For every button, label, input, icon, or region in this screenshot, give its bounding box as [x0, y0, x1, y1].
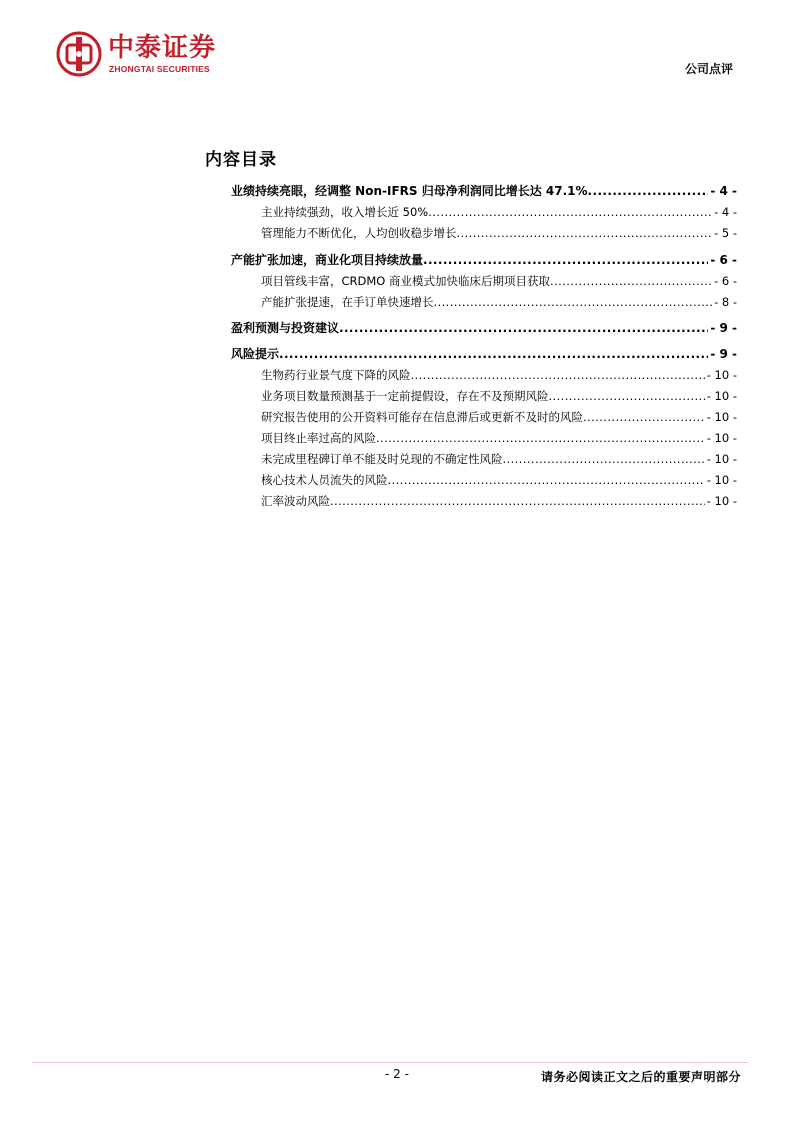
toc-entry-page: - 10 - [706, 452, 737, 466]
toc-entry-section[interactable] [231, 182, 737, 200]
toc-entry-title: 业绩持续亮眼，经调整 Non-IFRS 归母净利润同比增长达 47.1% [231, 184, 588, 198]
toc-entry-page: - 6 - [714, 274, 737, 288]
footer-disclaimer: 请务必阅读正文之后的重要声明部分 [540, 1070, 741, 1084]
toc-entry-page: - 8 - [714, 295, 737, 309]
toc-leader-dots [583, 408, 705, 426]
toc-entry-subsection[interactable] [261, 387, 737, 405]
toc-entry-title: 风险提示 [231, 347, 280, 361]
toc-entry-subsection[interactable] [261, 408, 737, 426]
page-number: - 2 - [385, 1067, 409, 1081]
toc-entry-section[interactable] [231, 251, 737, 269]
toc-leader-dots [411, 366, 705, 384]
document-type-label: 公司点评 [684, 62, 733, 76]
toc-entry-title: 产能扩张加速，商业化项目持续放量 [231, 253, 424, 267]
toc-leader-dots [550, 272, 712, 290]
toc-entry-page: - 10 - [706, 368, 737, 382]
toc-entry-section[interactable] [231, 345, 737, 363]
toc-entry-subsection[interactable] [261, 471, 737, 489]
toc-entry-page: - 4 - [710, 184, 737, 198]
toc-entry-subsection[interactable] [261, 224, 737, 242]
toc-leader-dots [423, 251, 708, 269]
toc-entry-subsection[interactable] [261, 429, 737, 447]
toc-entry-page: - 10 - [706, 410, 737, 424]
toc-leader-dots [503, 450, 705, 468]
toc-entry-subsection[interactable] [261, 366, 737, 384]
footer-divider [32, 1062, 748, 1063]
toc-leader-dots [376, 429, 705, 447]
toc-entry-title: 业务项目数量预测基于一定前提假设，存在不及预期风险 [261, 389, 549, 403]
toc-leader-dots [457, 224, 713, 242]
toc-entry-title: 汇率波动风险 [261, 494, 330, 508]
toc-entry-subsection[interactable] [261, 203, 737, 221]
toc-leader-dots [588, 182, 709, 200]
toc-leader-dots [434, 293, 713, 311]
toc-entry-page: - 9 - [710, 347, 737, 361]
zhongtai-logo-icon [56, 31, 102, 77]
toc-entry-title: 核心技术人员流失的风险 [261, 473, 388, 487]
toc-entry-title: 研究报告使用的公开资料可能存在信息滞后或更新不及时的风险 [261, 410, 583, 424]
logo-english-name: ZHONGTAI SECURITIES [109, 64, 210, 74]
toc-entry-page: - 10 - [706, 389, 737, 403]
toc-entry-title: 主业持续强劲，收入增长近 50% [261, 205, 429, 219]
logo-chinese-name: 中泰证券 [108, 33, 217, 63]
toc-entry-title: 项目管线丰富，CRDMO 商业模式加快临床后期项目获取 [261, 274, 551, 288]
toc-entry-title: 生物药行业景气度下降的风险 [261, 368, 411, 382]
toc-entry-page: - 4 - [714, 205, 737, 219]
toc-entry-title: 项目终止率过高的风险 [261, 431, 376, 445]
toc-leader-dots [279, 345, 708, 363]
toc-leader-dots [330, 492, 705, 510]
toc-entry-title: 未完成里程碑订单不能及时兑现的不确定性风险 [261, 452, 503, 466]
toc-leader-dots [388, 471, 705, 489]
toc-title: 内容目录 [205, 150, 277, 170]
toc-entry-page: - 10 - [706, 494, 737, 508]
toc-leader-dots [549, 387, 705, 405]
toc-entry-title: 盈利预测与投资建议 [231, 321, 340, 335]
toc-entry-subsection[interactable] [261, 450, 737, 468]
company-logo [56, 31, 246, 79]
toc-entry-subsection[interactable] [261, 293, 737, 311]
toc-entry-page: - 10 - [706, 431, 737, 445]
toc-entry-title: 管理能力不断优化，人均创收稳步增长 [261, 226, 457, 240]
toc-entry-page: - 6 - [710, 253, 737, 267]
toc-entry-subsection[interactable] [261, 272, 737, 290]
toc-entry-section[interactable] [231, 319, 737, 337]
toc-entry-title: 产能扩张提速，在手订单快速增长 [261, 295, 434, 309]
toc-leader-dots [339, 319, 708, 337]
toc-entry-subsection[interactable] [261, 492, 737, 510]
toc-leader-dots [428, 203, 712, 221]
toc-entry-page: - 10 - [706, 473, 737, 487]
toc-entry-page: - 5 - [714, 226, 737, 240]
toc-entry-page: - 9 - [710, 321, 737, 335]
